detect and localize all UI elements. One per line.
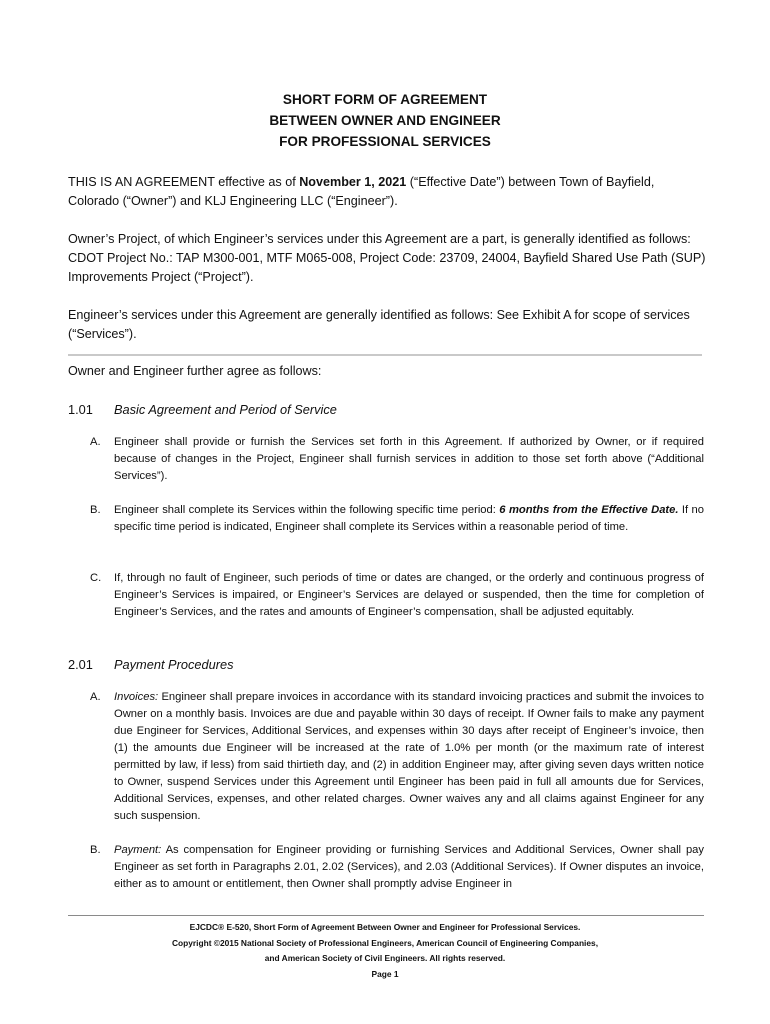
footer-line-1: EJCDC® E-520, Short Form of Agreement Between Owner and Engineer for Professional Services. (189, 922, 581, 932)
clause-text: Payment: As compensation for Engineer providing or furnishing Services and Additional Services, Owner shall pay Engineer as set forth in Paragraphs 2.01, 2.02 (Services), and 2.03 (Additional Services). If Owner disputes an invoice, either as to amount or entitlement, then Owner shall promptly advise Engineer in (114, 844, 704, 890)
title-line-1: SHORT FORM OF AGREEMENT (282, 92, 488, 107)
clause-2b (90, 842, 704, 893)
intro-paragraph-1: THIS IS AN AGREEMENT effective as of November 1, 2021 (“Effective Date”) between Town of Bayfield, Colorado (“Owner”) and KLJ Engineering LLC (“Engineer”). (68, 175, 655, 208)
clause-1a (90, 434, 704, 485)
footer-line-2: Copyright ©2015 National Society of Professional Engineers, American Council of Engineering Companies, (171, 937, 599, 948)
title-line-3: FOR PROFESSIONAL SERVICES (279, 134, 491, 149)
section-number: 2.01 (68, 657, 93, 672)
clause-letter: B. (90, 504, 101, 516)
clause-1c (90, 570, 704, 621)
effective-date: November 1, 2021 (299, 175, 407, 189)
clause-letter: B. (90, 844, 101, 856)
section-1-heading (68, 400, 708, 419)
intro-paragraph-4: Owner and Engineer further agree as follows: (68, 364, 322, 378)
page-footer (0, 920, 770, 982)
clause-letter: A. (90, 691, 101, 703)
clause-letter: A. (90, 436, 101, 448)
footer-divider (68, 915, 704, 916)
clause-letter: C. (90, 572, 102, 584)
clause-text: Invoices: Engineer shall prepare invoices in accordance with its standard invoicing practices and submit the invoices to Owner on a monthly basis. Invoices are due and payable within 30 days of receipt. If Owner fails to make any payment due Engineer for Services, Additional Services, and expenses within 30 days after receipt of Engineer’s invoice, then (1) the amounts due Engineer will be increased at the rate of 1.0% per month (or the maximum rate of interest permitted by law, if less) from said thirtieth day, and (2) in addition Engineer may, after giving seven days written notice to Owner, suspend Services under this Agreement until Engineer has been paid in full all amounts due for Services, Additional Services, expenses, and other related charges. Owner waives any and all claims against Engineer for any such suspension. (114, 691, 704, 822)
intro-paragraph-3: Engineer’s services under this Agreement are generally identified as follows: See Exhibit A for scope of services (“Services”). (68, 308, 690, 341)
time-period: 6 months from the Effective Date. (499, 504, 679, 516)
clause-1b (90, 502, 704, 536)
clause-2a (90, 689, 704, 825)
footer-line-3: and American Society of Civil Engineers. All rights reserved. (264, 953, 506, 963)
divider (68, 354, 702, 356)
clause-text: If, through no fault of Engineer, such periods of time or dates are changed, or the orderly and continuous progress of Engineer’s Services is impaired, or Engineer’s Services are delayed or suspended, then the time for completion of Engineer’s Services, and the rates and amounts of Engineer’s compensation, shall be adjusted equitably. (114, 572, 704, 618)
intro-paragraph-2: Owner’s Project, of which Engineer’s services under this Agreement are a part, is generally identified as follows: CDOT Project No.: TAP M300-001, MTF M065-008, Project Code: 23709, 24004, Bayfield Shared Use Path (SUP) Improvements Project (“Project”). (68, 232, 706, 284)
section-title: Payment Procedures (114, 657, 234, 672)
title-line-2: BETWEEN OWNER AND ENGINEER (269, 113, 501, 128)
clause-text: Engineer shall complete its Services within the following specific time period: 6 months from the Effective Date. If no specific time period is indicated, Engineer shall complete its Services within a reasonable period of time. (114, 504, 704, 533)
section-2-heading (68, 655, 708, 674)
section-number: 1.01 (68, 402, 93, 417)
page-number: Page 1 (371, 968, 399, 979)
section-title: Basic Agreement and Period of Service (114, 402, 337, 417)
clause-text: Engineer shall provide or furnish the Services set forth in this Agreement. If authorized by Owner, or if required because of changes in the Project, Engineer shall furnish services in addition to those set forth above (“Additional Services”). (114, 436, 704, 482)
document-title (0, 89, 770, 152)
